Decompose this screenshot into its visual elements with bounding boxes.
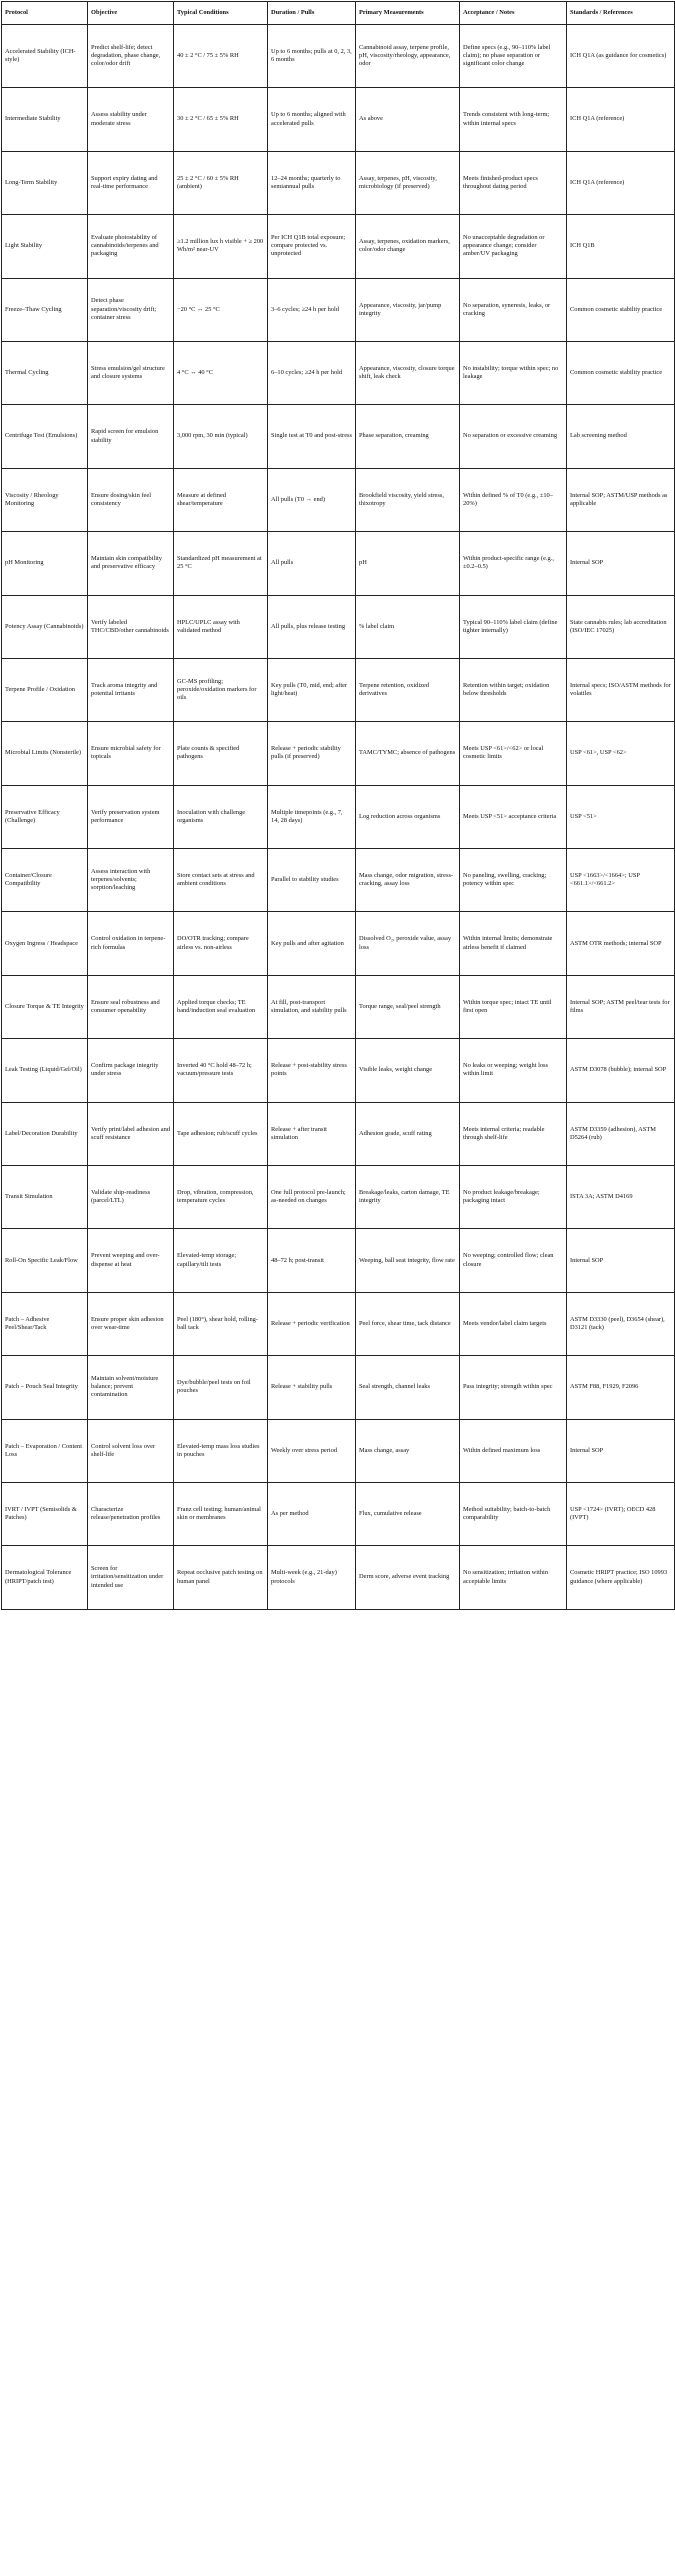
table-cell-typical-conditions: 4 °C ↔ 40 °C <box>174 341 268 404</box>
table-cell-duration-pulls: Per ICH Q1B total exposure; compare protected vs. unprotected <box>268 215 356 278</box>
table-cell-objective: Confirm package integrity under stress <box>88 1039 174 1102</box>
table-cell-acceptance-notes: Within defined maximum loss <box>460 1419 567 1482</box>
table-cell-acceptance-notes: No sensitization; irritation within acceptable limits <box>460 1546 567 1609</box>
table-row <box>2 1546 675 1609</box>
table-cell-objective: Evaluate photostability of cannabinoids/terpenes and packaging <box>88 215 174 278</box>
table-cell-standards-references: Internal SOP <box>567 1419 675 1482</box>
table-cell-typical-conditions: 25 ± 2 °C / 60 ± 5% RH (ambient) <box>174 151 268 214</box>
table-row <box>2 1229 675 1292</box>
table-cell-typical-conditions: Elevated-temp storage; capillary/tilt tests <box>174 1229 268 1292</box>
table-cell-acceptance-notes: Define specs (e.g., 90–110% label claim); no phase separation or significant color change <box>460 25 567 88</box>
table-cell-standards-references: USP <1724> (IVRT); OECD 428 (IVPT) <box>567 1482 675 1545</box>
table-cell-primary-measurements: Weeping, ball seat integrity, flow rate <box>356 1229 460 1292</box>
table-cell-standards-references: ASTM OTR methods; internal SOP <box>567 912 675 975</box>
table-cell-typical-conditions: Applied torque checks; TE band/induction seal evaluation <box>174 975 268 1038</box>
table-cell-primary-measurements: Appearance, viscosity, closure torque shift, leak check <box>356 341 460 404</box>
table-cell-standards-references: Common cosmetic stability practice <box>567 341 675 404</box>
table-row <box>2 722 675 785</box>
table-cell-objective: Maintain skin compatibility and preservative efficacy <box>88 532 174 595</box>
table-cell-typical-conditions: HPLC/UPLC assay with validated method <box>174 595 268 658</box>
table-cell-protocol: Roll-On Specific Leak/Flow <box>2 1229 88 1292</box>
table-cell-protocol: Centrifuge Test (Emulsions) <box>2 405 88 468</box>
table-row <box>2 1166 675 1229</box>
table-cell-standards-references: USP <51> <box>567 785 675 848</box>
table-cell-typical-conditions: Tape adhesion; rub/scuff cycles <box>174 1102 268 1165</box>
table-body <box>2 25 675 1610</box>
table-cell-typical-conditions: Store contact sets at stress and ambient conditions <box>174 849 268 912</box>
table-cell-duration-pulls: Multiple timepoints (e.g., 7, 14, 28 days) <box>268 785 356 848</box>
table-cell-standards-references: ASTM D3078 (bubble); internal SOP <box>567 1039 675 1102</box>
column-header-standards-references: Standards / References <box>567 2 675 25</box>
table-row <box>2 1419 675 1482</box>
table-cell-standards-references: ICH Q1A (reference) <box>567 88 675 151</box>
table-row <box>2 151 675 214</box>
table-cell-primary-measurements: Mass change, assay <box>356 1419 460 1482</box>
table-row <box>2 278 675 341</box>
table-cell-objective: Ensure microbial safety for topicals <box>88 722 174 785</box>
table-row <box>2 88 675 151</box>
table-cell-acceptance-notes: No instability; torque within spec; no leakage <box>460 341 567 404</box>
table-cell-duration-pulls: Key pulls and after agitation <box>268 912 356 975</box>
table-row <box>2 215 675 278</box>
table-cell-primary-measurements: Cannabinoid assay, terpene profile, pH, viscosity/rheology, appearance, odor <box>356 25 460 88</box>
table-cell-acceptance-notes: No weeping; controlled flow; clean closure <box>460 1229 567 1292</box>
column-header-protocol: Protocol <box>2 2 88 25</box>
table-cell-acceptance-notes: No separation or excessive creaming <box>460 405 567 468</box>
table-cell-primary-measurements: Seal strength, channel leaks <box>356 1356 460 1419</box>
table-cell-protocol: Accelerated Stability (ICH-style) <box>2 25 88 88</box>
table-cell-protocol: Patch – Adhesive Peel/Shear/Tack <box>2 1292 88 1355</box>
table-cell-typical-conditions: Standardized pH measurement at 25 °C <box>174 532 268 595</box>
table-cell-primary-measurements: Breakage/leaks, carton damage, TE integrity <box>356 1166 460 1229</box>
table-cell-primary-measurements: Peel force, shear time, tack distance <box>356 1292 460 1355</box>
table-cell-duration-pulls: 12–24 months; quarterly to semiannual pulls <box>268 151 356 214</box>
table-cell-objective: Support expiry dating and real-time performance <box>88 151 174 214</box>
table-cell-standards-references: ICH Q1A (as guidance for cosmetics) <box>567 25 675 88</box>
table-cell-typical-conditions: 30 ± 2 °C / 65 ± 5% RH <box>174 88 268 151</box>
table-cell-typical-conditions: Repeat occlusive patch testing on human panel <box>174 1546 268 1609</box>
table-cell-standards-references: Cosmetic HRIPT practice; ISO 10993 guidance (where applicable) <box>567 1546 675 1609</box>
table-header <box>2 2 675 25</box>
table-cell-objective: Validate ship-readiness (parcel/LTL) <box>88 1166 174 1229</box>
table-row <box>2 785 675 848</box>
table-cell-standards-references: ASTM D3359 (adhesion), ASTM D5264 (rub) <box>567 1102 675 1165</box>
table-cell-duration-pulls: Weekly over stress period <box>268 1419 356 1482</box>
table-cell-objective: Ensure dosing/skin feel consistency <box>88 468 174 531</box>
table-cell-standards-references: ASTM D3330 (peel), D3654 (shear), D3121 (tack) <box>567 1292 675 1355</box>
table-cell-typical-conditions: Drop, vibration, compression, temperature cycles <box>174 1166 268 1229</box>
table-cell-objective: Ensure proper skin adhesion over wear-time <box>88 1292 174 1355</box>
table-cell-typical-conditions: Dye/bubble/peel tests on foil pouches <box>174 1356 268 1419</box>
table-cell-objective: Control solvent loss over shelf-life <box>88 1419 174 1482</box>
table-cell-primary-measurements: pH <box>356 532 460 595</box>
table-cell-standards-references: ICH Q1A (reference) <box>567 151 675 214</box>
table-cell-standards-references: ISTA 3A; ASTM D4169 <box>567 1166 675 1229</box>
table-cell-duration-pulls: Single test at T0 and post-stress <box>268 405 356 468</box>
table-cell-typical-conditions: 40 ± 2 °C / 75 ± 5% RH <box>174 25 268 88</box>
header-row <box>2 2 675 25</box>
table-cell-standards-references: Internal SOP <box>567 1229 675 1292</box>
table-cell-primary-measurements: % label claim <box>356 595 460 658</box>
table-cell-typical-conditions: −20 °C ↔ 25 °C <box>174 278 268 341</box>
table-cell-duration-pulls: Release + stability pulls <box>268 1356 356 1419</box>
table-cell-objective: Stress emulsion/gel structure and closure systems <box>88 341 174 404</box>
column-header-objective: Objective <box>88 2 174 25</box>
table-cell-objective: Control oxidation in terpene-rich formulas <box>88 912 174 975</box>
table-cell-typical-conditions: Inverted 40 °C hold 48–72 h; vacuum/pressure tests <box>174 1039 268 1102</box>
table-cell-typical-conditions: ≥1.2 million lux h visible + ≥ 200 Wh/m² near-UV <box>174 215 268 278</box>
table-cell-protocol: Patch – Pouch Seal Integrity <box>2 1356 88 1419</box>
table-cell-duration-pulls: Up to 6 months; pulls at 0, 2, 3, 6 months <box>268 25 356 88</box>
table-cell-standards-references: Internal SOP; ASTM/USP methods as applicable <box>567 468 675 531</box>
table-cell-protocol: Oxygen Ingress / Headspace <box>2 912 88 975</box>
table-row <box>2 405 675 468</box>
table-row <box>2 912 675 975</box>
table-cell-acceptance-notes: Meets USP <51> acceptance criteria <box>460 785 567 848</box>
table-cell-primary-measurements: Adhesion grade, scuff rating <box>356 1102 460 1165</box>
table-cell-protocol: Thermal Cycling <box>2 341 88 404</box>
table-cell-protocol: Patch – Evaporation / Content Loss <box>2 1419 88 1482</box>
table-cell-duration-pulls: 6–10 cycles; ≥24 h per hold <box>268 341 356 404</box>
table-row <box>2 341 675 404</box>
table-cell-objective: Verify labeled THC/CBD/other cannabinoids <box>88 595 174 658</box>
table-cell-objective: Ensure seal robustness and consumer openability <box>88 975 174 1038</box>
table-row <box>2 25 675 88</box>
table-cell-objective: Prevent weeping and over-dispense at heat <box>88 1229 174 1292</box>
table-cell-typical-conditions: DO/OTR tracking; compare airless vs. non-airless <box>174 912 268 975</box>
table-cell-primary-measurements: Appearance, viscosity, jar/pump integrity <box>356 278 460 341</box>
table-cell-protocol: IVRT / IVPT (Semisolids & Patches) <box>2 1482 88 1545</box>
table-cell-acceptance-notes: Within torque spec; intact TE until first open <box>460 975 567 1038</box>
table-cell-duration-pulls: All pulls, plus release testing <box>268 595 356 658</box>
table-cell-acceptance-notes: Method suitability; batch-to-batch comparability <box>460 1482 567 1545</box>
table-cell-standards-references: ICH Q1B <box>567 215 675 278</box>
table-cell-duration-pulls: 3–6 cycles; ≥24 h per hold <box>268 278 356 341</box>
table-cell-primary-measurements: Assay, terpenes, pH, viscosity, microbiology (if preserved) <box>356 151 460 214</box>
table-cell-acceptance-notes: Within product-specific range (e.g., ±0.2–0.5) <box>460 532 567 595</box>
table-cell-objective: Assess stability under moderate stress <box>88 88 174 151</box>
table-cell-protocol: Transit Simulation <box>2 1166 88 1229</box>
table-cell-duration-pulls: Key pulls (T0, mid, end; after light/heat) <box>268 658 356 721</box>
table-row <box>2 1039 675 1102</box>
table-row <box>2 975 675 1038</box>
column-header-primary-measurements: Primary Measurements <box>356 2 460 25</box>
table-cell-primary-measurements: Derm score, adverse event tracking <box>356 1546 460 1609</box>
table-cell-objective: Rapid screen for emulsion stability <box>88 405 174 468</box>
table-cell-primary-measurements: Dissolved O₂, peroxide value, assay loss <box>356 912 460 975</box>
table-cell-primary-measurements: Log reduction across organisms <box>356 785 460 848</box>
table-cell-protocol: Long-Term Stability <box>2 151 88 214</box>
table-row <box>2 1292 675 1355</box>
table-cell-protocol: Dermatological Tolerance (HRIPT/patch test) <box>2 1546 88 1609</box>
table-cell-acceptance-notes: No separation, syneresis, leaks, or cracking <box>460 278 567 341</box>
table-row <box>2 1356 675 1419</box>
table-cell-acceptance-notes: Meets vendor/label claim targets <box>460 1292 567 1355</box>
table-cell-duration-pulls: At fill, post-transport simulation, and stability pulls <box>268 975 356 1038</box>
table-cell-primary-measurements: Terpene retention, oxidized derivatives <box>356 658 460 721</box>
table-cell-acceptance-notes: Meets USP <61>/<62> or local cosmetic limits <box>460 722 567 785</box>
table-cell-duration-pulls: As per method <box>268 1482 356 1545</box>
table-cell-standards-references: USP <1663>/<1664>; USP <661.1>/<661.2> <box>567 849 675 912</box>
table-cell-duration-pulls: Parallel to stability studies <box>268 849 356 912</box>
table-row <box>2 1482 675 1545</box>
table-cell-protocol: Label/Decoration Durability <box>2 1102 88 1165</box>
table-cell-typical-conditions: 3,000 rpm, 30 min (typical) <box>174 405 268 468</box>
table-cell-typical-conditions: Measure at defined shear/temperature <box>174 468 268 531</box>
table-cell-duration-pulls: Release + periodic stability pulls (if preserved) <box>268 722 356 785</box>
table-cell-duration-pulls: 48–72 h; post-transit <box>268 1229 356 1292</box>
table-cell-duration-pulls: Release + after transit simulation <box>268 1102 356 1165</box>
table-cell-objective: Screen for irritation/sensitization under intended use <box>88 1546 174 1609</box>
table-cell-protocol: Leak Testing (Liquid/Gel/Oil) <box>2 1039 88 1102</box>
table-cell-primary-measurements: Flux, cumulative release <box>356 1482 460 1545</box>
table-cell-typical-conditions: Elevated-temp mass loss studies in pouches <box>174 1419 268 1482</box>
table-cell-standards-references: USP <61>, USP <62> <box>567 722 675 785</box>
table-cell-protocol: Preservative Efficacy (Challenge) <box>2 785 88 848</box>
table-cell-primary-measurements: Phase separation, creaming <box>356 405 460 468</box>
table-cell-objective: Verify print/label adhesion and scuff resistance <box>88 1102 174 1165</box>
table-cell-duration-pulls: Multi-week (e.g., 21-day) protocols <box>268 1546 356 1609</box>
table-cell-acceptance-notes: Retention within target; oxidation below thresholds <box>460 658 567 721</box>
table-cell-primary-measurements: TAMC/TYMC; absence of pathogens <box>356 722 460 785</box>
table-cell-objective: Detect phase separation/viscosity drift; container stress <box>88 278 174 341</box>
table-cell-primary-measurements: Visible leaks, weight change <box>356 1039 460 1102</box>
table-cell-acceptance-notes: Trends consistent with long-term; within internal specs <box>460 88 567 151</box>
table-cell-duration-pulls: Release + periodic verification <box>268 1292 356 1355</box>
table-cell-protocol: Light Stability <box>2 215 88 278</box>
table-cell-protocol: pH Monitoring <box>2 532 88 595</box>
table-cell-standards-references: Internal SOP; ASTM peel/tear tests for films <box>567 975 675 1038</box>
table-cell-typical-conditions: Plate counts & specified pathogens <box>174 722 268 785</box>
column-header-acceptance-notes: Acceptance / Notes <box>460 2 567 25</box>
table-cell-objective: Track aroma integrity and potential irritants <box>88 658 174 721</box>
table-row <box>2 1102 675 1165</box>
table-cell-standards-references: Common cosmetic stability practice <box>567 278 675 341</box>
table-cell-typical-conditions: Inoculation with challenge organisms <box>174 785 268 848</box>
table-cell-acceptance-notes: Within internal limits; demonstrate airless benefit if claimed <box>460 912 567 975</box>
table-cell-protocol: Microbial Limits (Nonsterile) <box>2 722 88 785</box>
table-row <box>2 468 675 531</box>
table-row <box>2 849 675 912</box>
table-cell-standards-references: State cannabis rules; lab accreditation (ISO/IEC 17025) <box>567 595 675 658</box>
table-cell-primary-measurements: Brookfield viscosity, yield stress, thixotropy <box>356 468 460 531</box>
table-cell-primary-measurements: Mass change, odor migration, stress-cracking, assay loss <box>356 849 460 912</box>
table-cell-protocol: Freeze–Thaw Cycling <box>2 278 88 341</box>
table-cell-duration-pulls: All pulls <box>268 532 356 595</box>
table-cell-acceptance-notes: Within defined % of T0 (e.g., ±10–20%) <box>460 468 567 531</box>
table-cell-primary-measurements: As above <box>356 88 460 151</box>
table-cell-objective: Characterize release/penetration profiles <box>88 1482 174 1545</box>
table-cell-standards-references: Lab screening method <box>567 405 675 468</box>
table-cell-protocol: Terpene Profile / Oxidation <box>2 658 88 721</box>
table-cell-duration-pulls: Release + post-stability stress points <box>268 1039 356 1102</box>
table-row <box>2 595 675 658</box>
table-cell-standards-references: Internal specs; ISO/ASTM methods for volatiles <box>567 658 675 721</box>
table-cell-standards-references: Internal SOP <box>567 532 675 595</box>
table-cell-objective: Predict shelf-life; detect degradation, phase change, color/odor drift <box>88 25 174 88</box>
table-cell-typical-conditions: Peel (180°), shear hold, rolling-ball tack <box>174 1292 268 1355</box>
table-row <box>2 532 675 595</box>
table-cell-objective: Maintain solvent/moisture balance; prevent contamination <box>88 1356 174 1419</box>
table-cell-acceptance-notes: Meets internal criteria; readable through shelf-life <box>460 1102 567 1165</box>
table-cell-acceptance-notes: No unacceptable degradation or appearance change; consider amber/UV packaging <box>460 215 567 278</box>
table-cell-acceptance-notes: Pass integrity; strength within spec <box>460 1356 567 1419</box>
column-header-duration-pulls: Duration / Pulls <box>268 2 356 25</box>
table-cell-acceptance-notes: No product leakage/breakage; packaging intact <box>460 1166 567 1229</box>
table-cell-typical-conditions: Franz cell testing; human/animal skin or membranes <box>174 1482 268 1545</box>
table-cell-protocol: Container/Closure Compatibility <box>2 849 88 912</box>
table-cell-acceptance-notes: Typical 90–110% label claim (define tighter internally) <box>460 595 567 658</box>
table-row <box>2 658 675 721</box>
table-cell-protocol: Potency Assay (Cannabinoids) <box>2 595 88 658</box>
table-cell-acceptance-notes: Meets finished-product specs throughout dating period <box>460 151 567 214</box>
table-cell-duration-pulls: All pulls (T0 → end) <box>268 468 356 531</box>
table-cell-primary-measurements: Assay, terpenes, oxidation markers, color/odor change <box>356 215 460 278</box>
table-cell-acceptance-notes: No leaks or weeping; weight loss within limit <box>460 1039 567 1102</box>
table-cell-objective: Assess interaction with terpenes/solvents; sorption/leaching <box>88 849 174 912</box>
table-cell-acceptance-notes: No paneling, swelling, cracking; potency within spec <box>460 849 567 912</box>
table-cell-objective: Verify preservation system performance <box>88 785 174 848</box>
table-cell-duration-pulls: Up to 6 months; aligned with accelerated pulls <box>268 88 356 151</box>
table-cell-protocol: Intermediate Stability <box>2 88 88 151</box>
table-cell-typical-conditions: GC-MS profiling; peroxide/oxidation markers for oils <box>174 658 268 721</box>
stability-protocol-table <box>1 1 675 1610</box>
table-cell-protocol: Viscosity / Rheology Monitoring <box>2 468 88 531</box>
table-cell-standards-references: ASTM F88, F1929, F2096 <box>567 1356 675 1419</box>
column-header-typical-conditions: Typical Conditions <box>174 2 268 25</box>
table-cell-primary-measurements: Torque range, seal/peel strength <box>356 975 460 1038</box>
table-cell-duration-pulls: One full protocol pre-launch; as-needed on changes <box>268 1166 356 1229</box>
table-cell-protocol: Closure Torque & TE Integrity <box>2 975 88 1038</box>
